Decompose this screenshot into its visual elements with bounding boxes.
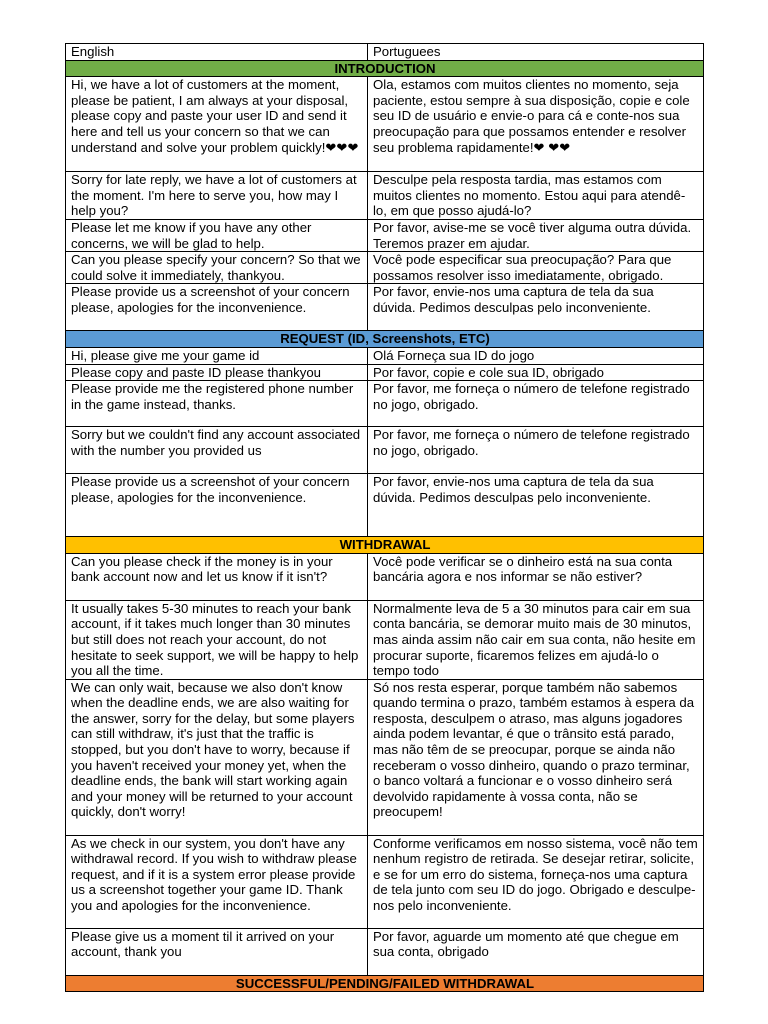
english-cell: It usually takes 5-30 minutes to reach your bank account, if it takes much longer than 30 minutes but still does not reach your account, do not hesitate to seek support, we will be happy to help you all the time. xyxy=(66,600,368,679)
english-cell: Can you please specify your concern? So that we could solve it immediately, thankyou. xyxy=(66,252,368,284)
portuguese-cell: Você pode especificar sua preocupação? Para que possamos resolver isso imediatamente, obrigado. xyxy=(368,252,704,284)
portuguese-cell: Por favor, me forneça o número de telefone registrado no jogo, obrigado. xyxy=(368,427,704,474)
table-row xyxy=(66,679,704,835)
section-introduction xyxy=(66,60,704,77)
english-cell: Hi, please give me your game id xyxy=(66,347,368,364)
table-row xyxy=(66,364,704,381)
portuguese-cell: Por favor, aguarde um momento até que chegue em sua conta, obrigado xyxy=(368,928,704,975)
header-portuguese: Portuguees xyxy=(368,44,704,61)
portuguese-cell: Conforme verificamos em nosso sistema, você não tem nenhum registro de retirada. Se desejar retirar, solicite, e se for um erro do sistema, forneça-nos uma captura de tela junto com seu ID do jogo. Obrigado e desculpe-nos pelo inconveniente. xyxy=(368,835,704,928)
section-title-withdrawal: WITHDRAWAL xyxy=(66,537,704,554)
english-cell: Please give us a moment til it arrived on your account, thank you xyxy=(66,928,368,975)
table-row xyxy=(66,252,704,284)
table-row xyxy=(66,553,704,600)
portuguese-cell: Olá Forneça sua ID do jogo xyxy=(368,347,704,364)
table-row xyxy=(66,172,704,220)
portuguese-cell: Por favor, copie e cole sua ID, obrigado xyxy=(368,364,704,381)
english-cell: Please provide us a screenshot of your concern please, apologies for the inconvenience. xyxy=(66,284,368,331)
english-cell: Sorry for late reply, we have a lot of customers at the moment. I'm here to serve you, how may I help you? xyxy=(66,172,368,220)
section-withdrawal xyxy=(66,537,704,554)
portuguese-cell: Só nos resta esperar, porque também não sabemos quando termina o prazo, também estamos à espera da resposta, desculpem o atraso, mas alguns jogadores ainda podem levantar, é que o trânsito está parado, mas não têm de se preocupar, porque se ainda não receberam o vosso dinheiro, quando o prazo terminar, o banco voltará a funcionar e o vosso dinheiro será devolvido rapidamente à vossa conta, não se preocupem! xyxy=(368,679,704,835)
portuguese-cell: Desculpe pela resposta tardia, mas estamos com muitos clientes no momento. Estou aqui para atendê-lo, em que posso ajudá-lo? xyxy=(368,172,704,220)
phrase-table xyxy=(65,43,704,992)
portuguese-cell: Por favor, envie-nos uma captura de tela da sua dúvida. Pedimos desculpas pelo inconveniente. xyxy=(368,474,704,537)
english-cell: Can you please check if the money is in your bank account now and let us know if it isn't? xyxy=(66,553,368,600)
header-row xyxy=(66,44,704,61)
table-row xyxy=(66,284,704,331)
section-title-introduction: INTRODUCTION xyxy=(66,60,704,77)
table-row xyxy=(66,600,704,679)
table-row xyxy=(66,347,704,364)
table-row xyxy=(66,427,704,474)
english-cell: Please provide me the registered phone number in the game instead, thanks. xyxy=(66,381,368,427)
english-cell: We can only wait, because we also don't know when the deadline ends, we are also waiting for the answer, sorry for the delay, but some players can still withdraw, it's just that the traffic is stopped, but you don't have to worry, because if you haven't received your money yet, when the deadline ends, the bank will start working again and your money will be returned to your account quickly, don't worry! xyxy=(66,679,368,835)
table-row xyxy=(66,835,704,928)
header-english: English xyxy=(66,44,368,61)
table-row xyxy=(66,474,704,537)
english-cell: Hi, we have a lot of customers at the moment, please be patient, I am always at your disposal, please copy and paste your user ID and send it here and tell us your concern so that we can understand and solve your problem quickly!❤❤❤ xyxy=(66,77,368,172)
portuguese-cell: Por favor, avise-me se você tiver alguma outra dúvida. Teremos prazer em ajudar. xyxy=(368,219,704,251)
table-row xyxy=(66,928,704,975)
portuguese-cell: Normalmente leva de 5 a 30 minutos para cair em sua conta bancária, se demorar muito mais de 30 minutos, mas ainda assim não cair em sua conta, não hesite em procurar suporte, ficaremos felizes em ajudá-lo o tempo todo xyxy=(368,600,704,679)
english-cell: Please provide us a screenshot of your concern please, apologies for the inconvenience. xyxy=(66,474,368,537)
portuguese-cell: Por favor, envie-nos uma captura de tela da sua dúvida. Pedimos desculpas pelo inconveniente. xyxy=(368,284,704,331)
section-title-request: REQUEST (ID, Screenshots, ETC) xyxy=(66,331,704,348)
table-row xyxy=(66,77,704,172)
portuguese-cell: Ola, estamos com muitos clientes no momento, seja paciente, estou sempre à sua disposição, copie e cole seu ID de usuário e envie-o para cá e conte-nos sua preocupação para que possamos entender e resolver seu problema rapidamente!❤ ❤❤ xyxy=(368,77,704,172)
table-row xyxy=(66,381,704,427)
portuguese-cell: Por favor, me forneça o número de telefone registrado no jogo, obrigado. xyxy=(368,381,704,427)
english-cell: As we check in our system, you don't have any withdrawal record. If you wish to withdraw please request, and if it is a system error please provide us a screenshot together your game ID. Thank you and apologies for the inconvenience. xyxy=(66,835,368,928)
portuguese-cell: Você pode verificar se o dinheiro está na sua conta bancária agora e nos informar se não estiver? xyxy=(368,553,704,600)
table-row xyxy=(66,219,704,251)
section-status xyxy=(66,975,704,992)
english-cell: Please let me know if you have any other concerns, we will be glad to help. xyxy=(66,219,368,251)
english-cell: Please copy and paste ID please thankyou xyxy=(66,364,368,381)
section-request xyxy=(66,331,704,348)
section-title-status: SUCCESSFUL/PENDING/FAILED WITHDRAWAL xyxy=(66,975,704,992)
english-cell: Sorry but we couldn't find any account associated with the number you provided us xyxy=(66,427,368,474)
